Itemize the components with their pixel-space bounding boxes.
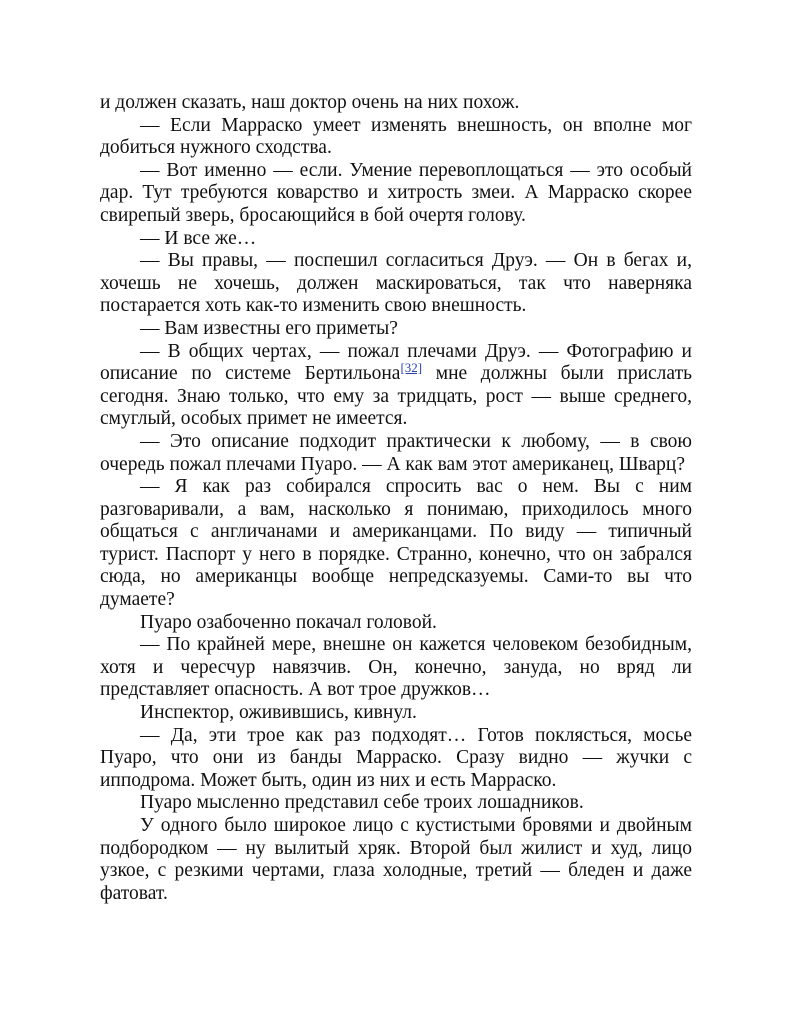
paragraph-6: — Вам известны его приметы? [140,317,398,339]
paragraph-9: — Я как раз собирался спросить вас о нем. Вы с ним разговаривали, а вам, насколько я понимаю, приходилось много общаться с англичанами и американцами. По виду — типичный турист. Паспорт у него в порядке. Странно, конечно, что он забрался сюда, но американцы вообще непредсказуемы. Сами-то вы что думаете? [100,476,692,611]
paragraph-7-text-before: — В общих чертах, — пожал плечами Друэ. — Фотографию и описание по системе Бертильона [100,340,692,385]
paragraph-4: — И все же… [140,227,257,249]
paragraph-15: У одного было широкое лицо с кустистыми бровями и двойным подбородком — ну вылитый хряк. Второй был жилист и худ, лицо узкое, с резкими чертами, глаза холодные, третий — бледен и даже фатоват. [100,815,692,904]
paragraph-11: — По крайней мере, внешне он кажется человеком безобидным, хотя и чересчур навязчив. Он, конечно, зануда, но вряд ли представляет опасность. А вот трое дружков… [100,634,692,701]
paragraph-5: — Вы правы, — поспешил согласиться Друэ. — Он в бегах и, хочешь не хочешь, должен маскироваться, так что наверняка постарается хоть как-то изменить свою внешность. [100,250,692,317]
paragraph-13: — Да, эти трое как раз подходят… Готов поклясться, мосье Пуаро, что они из банды Марраско. Сразу видно — жучки с ипподрома. Может быть, один из них и есть Марраско. [100,724,692,791]
paragraph-10: Пуаро озабоченно покачал головой. [140,611,437,633]
paragraph-8: — Это описание подходит практически к любому, — в свою очередь пожал плечами Пуаро. — А как вам этот американец, Шварц? [100,430,692,475]
paragraph-7 [100,341,692,431]
document-page [100,92,692,905]
footnote-link[interactable]: [32] [400,360,423,376]
paragraph-12: Инспектор, оживившись, кивнул. [140,702,417,724]
paragraph-1: и должен сказать, наш доктор очень на них похож. [100,92,520,113]
paragraph-7-text-after: мне должны были прислать сегодня. Знаю только, что ему за тридцать, рост — выше среднего, смуглый, особых примет не имеется. [100,363,692,430]
paragraph-14: Пуаро мысленно представил себе троих лошадников. [140,792,584,814]
paragraph-3: — Вот именно — если. Умение перевоплощаться — это особый дар. Тут требуются коварство и хитрость змеи. А Марраско скорее свирепый зверь, бросающийся в бой очертя голову. [100,159,692,226]
paragraph-2: — Если Марраско умеет изменять внешность, он вполне мог добиться нужного сходства. [100,114,692,159]
